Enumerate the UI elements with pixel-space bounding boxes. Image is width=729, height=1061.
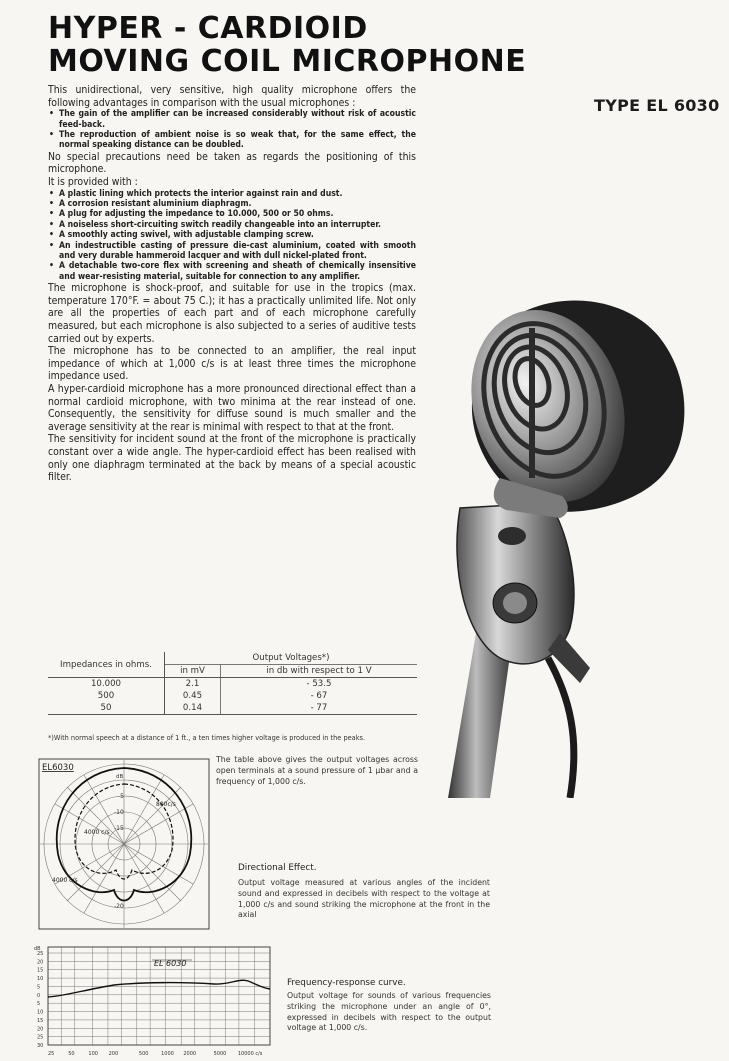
swivel-knob xyxy=(498,527,526,545)
paragraph: The sensitivity for incident sound at the front of the microphone is practically constant over a wide angle. The hyper-cardioid effect has been realised with only one diaphragm terminated at the back by means of a special acoustic filter. xyxy=(48,433,416,484)
freq-x-tick-label: 10000 c/s xyxy=(237,1051,263,1057)
freq-y-tick-label: 25 xyxy=(37,951,44,957)
freq-y-tick-label: 25 xyxy=(37,1034,44,1041)
polar-freq-label: 4000 c/s xyxy=(52,877,78,884)
description xyxy=(48,84,416,484)
polar-freq-label: 4000 c/s xyxy=(84,829,110,836)
impedance-table xyxy=(48,652,417,715)
polar-grid xyxy=(40,760,208,928)
freq-y-tick-label: 20 xyxy=(37,1026,44,1033)
table-cell: 0.45 xyxy=(165,690,221,702)
freq-y-unit: dB xyxy=(34,946,41,952)
advantage-item: • The gain of the amplifier can be increased considerably without risk of acoustic feed-back. xyxy=(48,109,416,130)
polar-db-label: dB xyxy=(116,774,124,780)
freq-y-tick-label: 15 xyxy=(37,1017,44,1024)
freq-y-tick-label: 10 xyxy=(37,976,44,983)
table-row xyxy=(48,678,417,691)
paragraph: A hyper-cardioid microphone has a more pronounced directional effect than a normal cardioid microphone, with two minima at the rear instead of one. Consequently, the sensitivity for diffuse sound is much smaller and the average sensitivity at the rear is minimal with respect to that at the front. xyxy=(48,383,416,433)
paragraph: The microphone is shock-proof, and suitable for use in the tropics (max. temperature 170°F. = about 75 C.); it has a practically unlimited life. Not only are all the properties of each part and of each microphone carefully measured, but each microphone is also subjected to a series of auditive tests carried out by experts. xyxy=(48,282,416,345)
freq-x-tick-label: 1000 xyxy=(161,1051,174,1057)
freq-y-tick-label: 15 xyxy=(37,967,44,974)
intro-text: This unidirectional, very sensitive, high quality microphone offers the following advantages in comparison with the usual microphones : xyxy=(48,84,416,109)
polar-db-label: -5 xyxy=(118,793,124,800)
freq-x-tick-label: 200 xyxy=(108,1051,119,1057)
feature-item: • A smoothly acting swivel, with adjustable clamping screw. xyxy=(48,230,416,240)
cable xyxy=(548,658,574,798)
freq-y-tick-label: 5 xyxy=(37,984,41,991)
table-cell: 50 xyxy=(48,702,165,715)
table-caption: The table above gives the output voltages across open terminals at a sound pressure of 1 µbar and a frequency of 1,000 c/s. xyxy=(216,755,418,786)
paragraph: The microphone has to be connected to an amplifier, the real input impedance of which at 1,000 c/s is at least three times the microphone impedance used. xyxy=(48,345,416,383)
freq-curve xyxy=(48,980,270,997)
feature-item: • A detachable two-core flex with screening and sheath of chemically insensitive and wear-resisting material, suitable for connection to any amplifier. xyxy=(48,261,416,282)
feature-item: • A corrosion resistant aluminium diaphragm. xyxy=(48,199,416,209)
output-header: Output Voltages*) xyxy=(165,652,418,665)
frequency-response-chart xyxy=(34,944,274,1059)
directional-heading: Directional Effect. xyxy=(238,863,317,873)
frequency-text: Output voltage for sounds of various frequencies striking the microphone under an angle of 0°, expressed in decibels with respect to the output voltage at 1,000 c/s. xyxy=(287,991,491,1033)
table-cell: - 77 xyxy=(220,702,417,715)
page-title xyxy=(48,12,526,78)
polar-label: EL6030 xyxy=(42,763,74,773)
freq-y-tick-label: 10 xyxy=(37,1009,44,1016)
microphone-illustration xyxy=(420,278,720,798)
feature-item: • A plastic lining which protects the interior against rain and dust. xyxy=(48,189,416,199)
polar-diagram xyxy=(38,758,210,930)
table-cell: 10.000 xyxy=(48,678,165,691)
table-footnote: *)With normal speech at a distance of 1 ft., a ten times higher voltage is produced in the peaks. xyxy=(48,734,366,742)
freq-y-tick-label: 5 xyxy=(37,1001,41,1008)
polar-freq-label: 800c/s xyxy=(156,801,176,808)
table-row xyxy=(48,690,417,702)
title-line-2: MOVING COIL MICROPHONE xyxy=(48,44,527,79)
table-cell: - 67 xyxy=(310,691,328,701)
directional-text: Output voltage measured at various angles of the incident sound and expressed in decibels with respect to the voltage at 1,000 c/s and sound striking the microphone at the front in the axial xyxy=(238,878,490,920)
features-list xyxy=(48,189,416,283)
type-label: TYPE EL 6030 xyxy=(594,96,720,115)
title-line-1: HYPER - CARDIOID xyxy=(48,11,368,46)
freq-y-labels xyxy=(37,951,43,1049)
freq-x-tick-label: 100 xyxy=(88,1051,98,1057)
polar-db-label: -15 xyxy=(114,825,124,832)
db-header: in db with respect to 1 V xyxy=(220,665,417,678)
table-cell: - 53.5 xyxy=(306,679,332,689)
frequency-section xyxy=(287,977,491,1034)
freq-label: EL 6030 xyxy=(154,959,187,968)
freq-x-tick-label: 2000 xyxy=(183,1051,197,1057)
impedance-header: Impedances in ohms. xyxy=(48,652,165,678)
provided-intro: It is provided with : xyxy=(48,176,138,188)
mv-header: in mV xyxy=(165,665,221,678)
freq-x-tick-label: 500 xyxy=(138,1051,149,1057)
feature-item: • An indestructible casting of pressure die-cast aluminium, coated with smooth and very durable hammeroid lacquer and with dull nickel-plated front. xyxy=(48,241,416,262)
freq-y-tick-label: 0 xyxy=(37,992,41,999)
table-row xyxy=(48,702,417,715)
freq-x-labels xyxy=(48,1051,263,1057)
feature-item: • A noiseless short-circuiting switch readily changeable into an interrupter. xyxy=(48,220,416,230)
freq-x-tick-label: 5000 xyxy=(213,1051,227,1057)
freq-y-tick-label: 20 xyxy=(37,959,44,966)
table-cell: 0.14 xyxy=(165,702,221,715)
feature-item: • A plug for adjusting the impedance to 10.000, 500 or 50 ohms. xyxy=(48,209,416,219)
frequency-heading: Frequency-response curve. xyxy=(287,978,406,988)
freq-x-tick-label: 50 xyxy=(68,1051,75,1057)
precautions-text: No special precautions need be taken as regards the positioning of this microphone. xyxy=(48,150,416,176)
table-cell: 500 xyxy=(48,690,165,702)
polar-db-label: -20 xyxy=(114,903,124,910)
polar-db-label: -10 xyxy=(114,809,124,816)
directional-section xyxy=(238,862,490,921)
table-cell: 2.1 xyxy=(165,678,221,691)
advantages-list xyxy=(48,109,416,151)
clamp-screw-center xyxy=(503,592,527,614)
freq-x-tick-label: 25 xyxy=(48,1051,55,1057)
advantage-item: • The reproduction of ambient noise is so weak that, for the same effect, the normal speaking distance can be doubled. xyxy=(48,130,416,151)
freq-y-tick-label: 30 xyxy=(37,1043,44,1049)
